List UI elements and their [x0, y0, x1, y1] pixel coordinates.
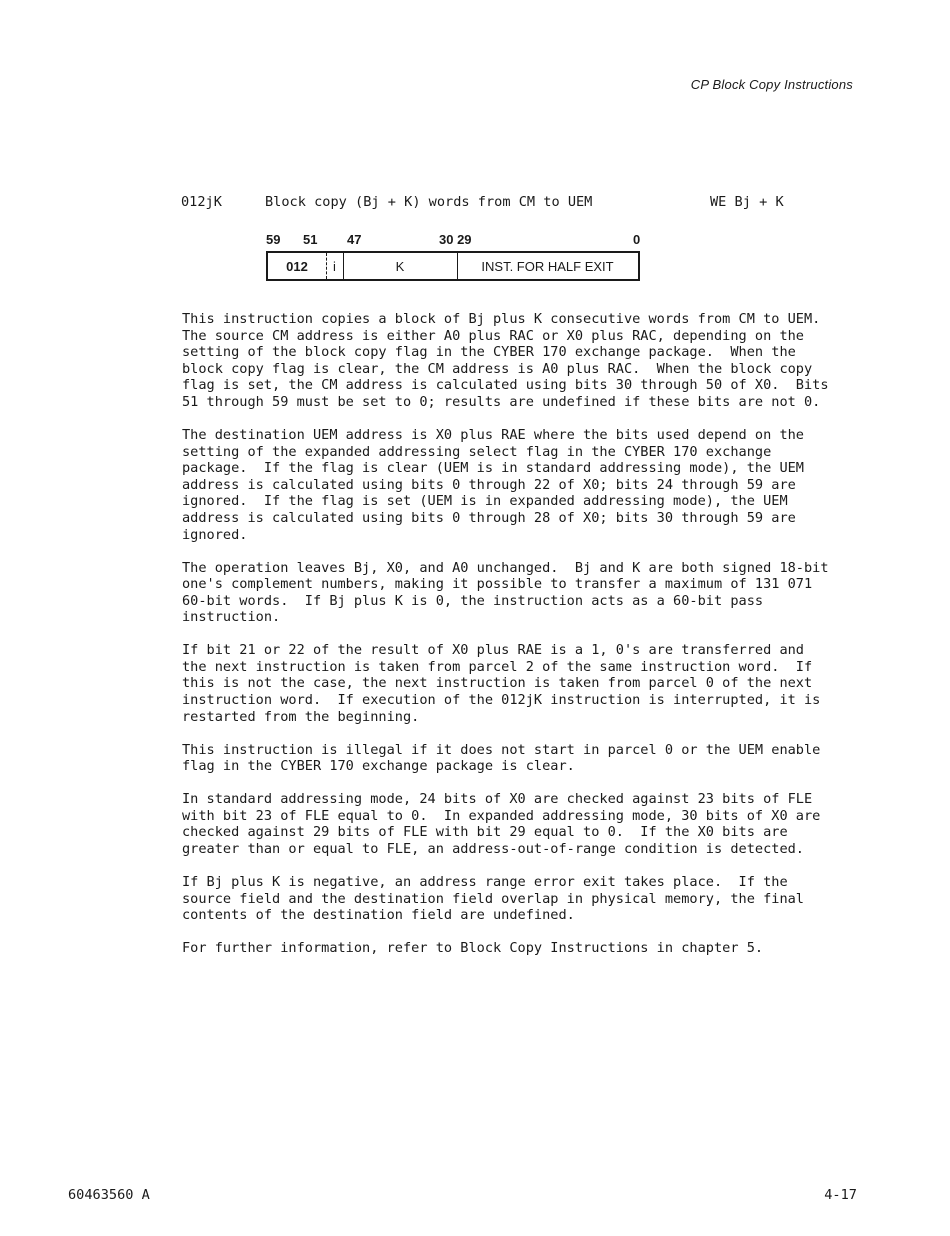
instruction-format-diagram: [266, 232, 643, 284]
field-half-exit: INST. FOR HALF EXIT: [481, 258, 614, 274]
paragraph: If bit 21 or 22 of the result of X0 plus RAE is a 1, 0's are transferred and the next instruction is taken from parcel 2 of the same instruction word. If this is not the case, the next instruction is taken from parcel 0 of the next instruction word. If execution of the 012jK instruction is interrupted, it is restarted from the beginning.: [182, 642, 821, 725]
instruction-description: Block copy (Bj + K) words from CM to UEM: [265, 194, 593, 210]
instruction-timing: WE Bj + K: [710, 194, 784, 210]
bit-label-59: 59: [266, 232, 281, 247]
bit-label-0: 0: [633, 232, 641, 247]
field-k: K: [395, 258, 405, 274]
bit-label-30-29: 30 29: [439, 232, 472, 247]
paragraph: In standard addressing mode, 24 bits of X0 are checked against 23 bits of FLE with bit 23 of FLE equal to 0. In expanded addressing mode, 30 bits of X0 are checked against 29 bits of FLE with bit 29 equal to 0. If the X0 bits are greater than or equal to FLE, an address-out-of-range condition is detected.: [182, 791, 821, 857]
instruction-format-box: [266, 251, 640, 281]
field-i: i: [333, 258, 336, 274]
paragraph: This instruction copies a block of Bj plus K consecutive words from CM to UEM. The source CM address is either A0 plus RAC or X0 plus RAC, depending on the setting of the block copy flag in the CYBER 170 exchange package. When the block copy flag is clear, the CM address is A0 plus RAC. When the block copy flag is set, the CM address is calculated using bits 30 through 50 of X0. Bits 51 through 59 must be set to 0; results are undefined if these bits are not 0.: [182, 311, 829, 410]
bit-label-51: 51: [303, 232, 318, 247]
section-header: CP Block Copy Instructions: [690, 77, 853, 92]
paragraph: For further information, refer to Block Copy Instructions in chapter 5.: [182, 940, 764, 957]
paragraph: This instruction is illegal if it does not start in parcel 0 or the UEM enable flag in the CYBER 170 exchange package is clear.: [182, 741, 821, 775]
paragraph: The operation leaves Bj, X0, and A0 unchanged. Bj and K are both signed 18-bit one's complement numbers, making it possible to transfer a maximum of 131 071 60-bit words. If Bj plus K is 0, the instruction acts as a 60-bit pass instruction.: [182, 559, 829, 626]
page-number: 4-17: [824, 1187, 857, 1203]
body-text: [182, 311, 862, 973]
bit-label-47: 47: [347, 232, 362, 247]
opcode: 012jK: [181, 194, 222, 210]
paragraph: If Bj plus K is negative, an address range error exit takes place. If the source field and the destination field overlap in physical memory, the final contents of the destination field are undefined.: [182, 873, 804, 924]
paragraph: The destination UEM address is X0 plus RAE where the bits used depend on the setting of the expanded addressing select flag in the CYBER 170 exchange package. If the flag is clear (UEM is in standard addressing mode), the UEM address is calculated using bits 0 through 22 of X0; bits 24 through 59 are ignored. If the flag is set (UEM is in expanded addressing mode), the UEM address is calculated using bits 0 through 28 of X0; bits 30 through 59 are ignored.: [182, 426, 804, 543]
document-number: 60463560 A: [68, 1187, 150, 1203]
field-opcode: 012: [286, 258, 308, 274]
